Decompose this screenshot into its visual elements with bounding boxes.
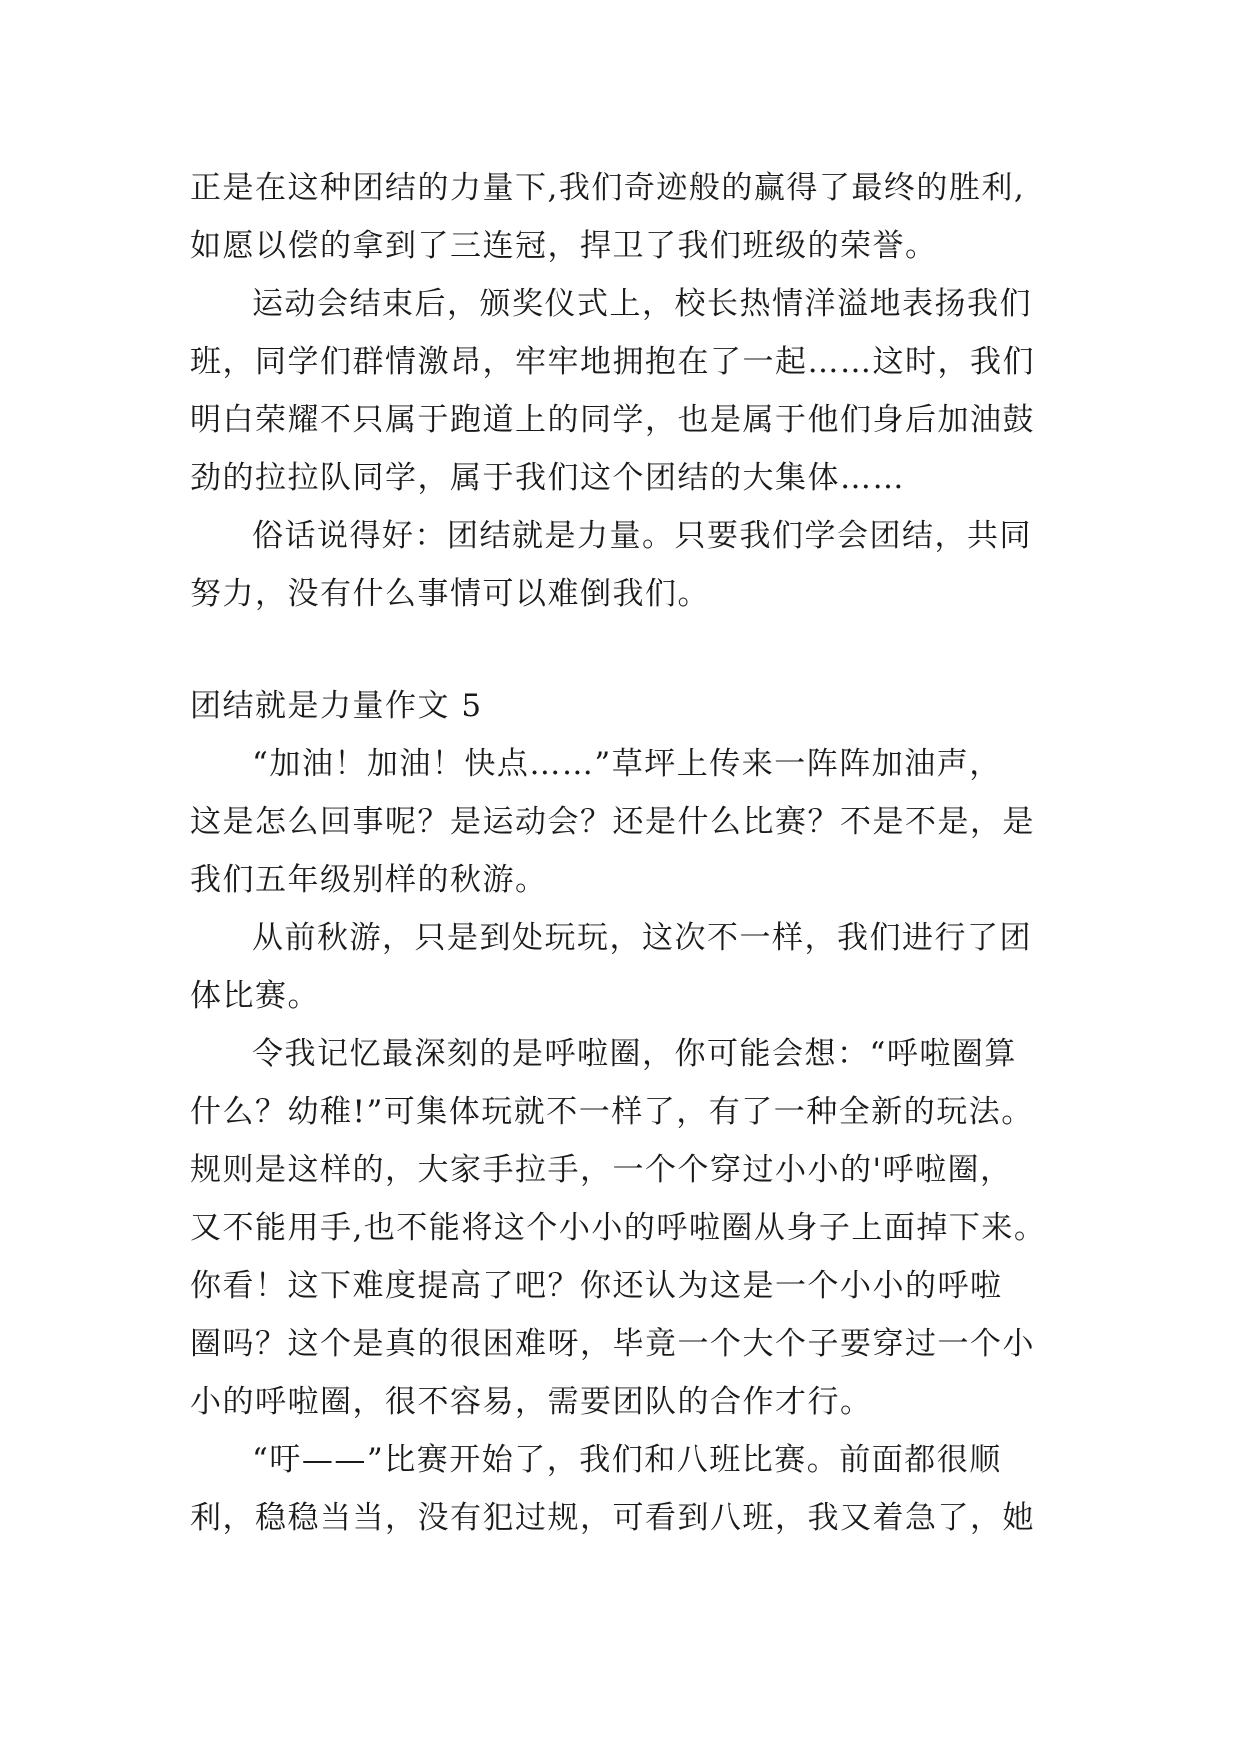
- paragraph-1-line-1: 正是在这种团结的力量下,我们奇迹般的赢得了最终的胜利,: [190, 170, 1026, 206]
- paragraph-6-line-1: 令我记忆最深刻的是呼啦圈，你可能会想：“呼啦圈算: [252, 1036, 1017, 1072]
- paragraph-4-line-1: “加油！加油！快点……”草坪上传来一阵阵加油声，: [252, 746, 1002, 782]
- paragraph-4-line-2: 这是怎么回事呢？是运动会？还是什么比赛？不是不是，是: [190, 804, 1035, 840]
- paragraph-6-line-2: 什么？幼稚!”可集体玩就不一样了，有了一种全新的玩法。: [190, 1094, 1034, 1130]
- paragraph-6-line-3: 规则是这样的，大家手拉手，一个个穿过小小的'呼啦圈，: [190, 1152, 1013, 1188]
- paragraph-6-line-5: 你看！这下难度提高了吧？你还认为这是一个小小的呼啦: [190, 1268, 1003, 1304]
- paragraph-6-line-7: 小的呼啦圈，很不容易，需要团队的合作才行。: [190, 1384, 873, 1420]
- paragraph-2-line-1: 运动会结束后，颁奖仪式上，校长热情洋溢地表扬我们: [252, 286, 1032, 322]
- paragraph-4-line-3: 我们五年级别样的秋游。: [190, 862, 548, 898]
- paragraph-2-line-4: 劲的拉拉队同学，属于我们这个团结的大集体……: [190, 460, 905, 496]
- paragraph-5-line-1: 从前秋游，只是到处玩玩，这次不一样，我们进行了团: [252, 920, 1032, 956]
- paragraph-7-line-2: 利，稳稳当当，没有犯过规，可看到八班，我又着急了，她: [190, 1500, 1035, 1536]
- paragraph-2-line-2: 班，同学们群情激昂，牢牢地拥抱在了一起……这时，我们: [190, 344, 1035, 380]
- paragraph-3-line-1: 俗话说得好：团结就是力量。只要我们学会团结，共同: [252, 518, 1032, 554]
- paragraph-6-line-6: 圈吗？这个是真的很困难呀，毕竟一个大个子要穿过一个小: [190, 1326, 1035, 1362]
- paragraph-3-line-2: 努力，没有什么事情可以难倒我们。: [190, 576, 710, 612]
- section-title: 团结就是力量作文 5: [190, 688, 483, 724]
- paragraph-6-line-4: 又不能用手,也不能将这个小小的呼啦圈从身子上面掉下来。: [190, 1210, 1047, 1246]
- paragraph-1-line-2: 如愿以偿的拿到了三连冠，捍卫了我们班级的荣誉。: [190, 228, 938, 264]
- paragraph-7-line-1: “吁——”比赛开始了，我们和八班比赛。前面都很顺: [252, 1442, 1002, 1478]
- paragraph-2-line-3: 明白荣耀不只属于跑道上的同学，也是属于他们身后加油鼓: [190, 402, 1035, 438]
- paragraph-5-line-2: 体比赛。: [190, 978, 320, 1014]
